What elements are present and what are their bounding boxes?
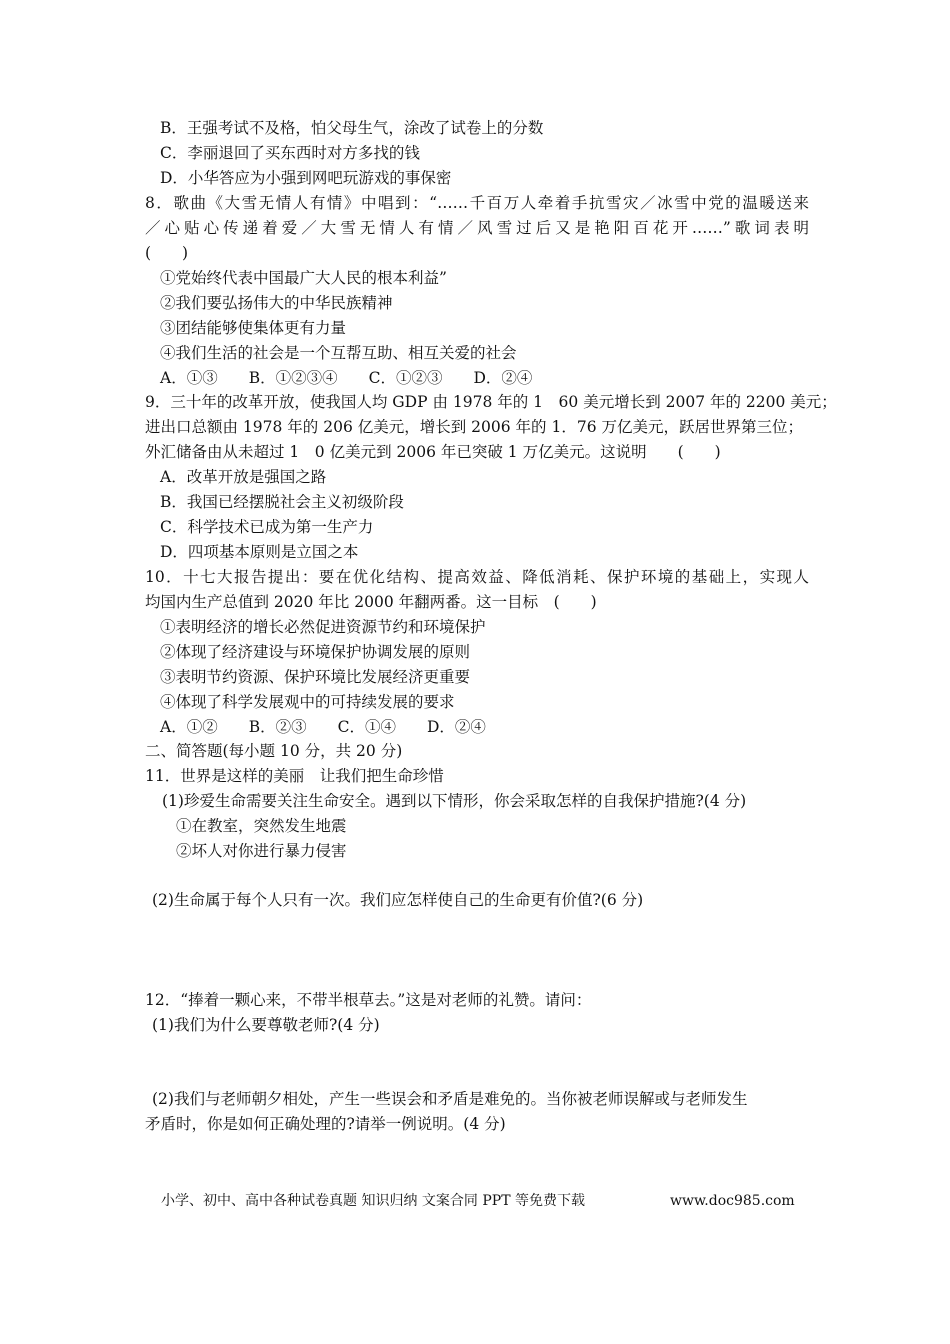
q12-part1: (1)我们为什么要尊敬老师?(4 分) bbox=[152, 1016, 380, 1034]
q11-part1-item2: ②坏人对你进行暴力侵害 bbox=[176, 842, 347, 860]
q10-item-4: ④体现了科学发展观中的可持续发展的要求 bbox=[160, 693, 455, 711]
q10-item-1: ①表明经济的增长必然促进资源节约和环境保护 bbox=[160, 618, 486, 636]
q11-part1: (1)珍爱生命需要关注生命安全。遇到以下情形，你会采取怎样的自我保护措施?(4 分) bbox=[162, 792, 747, 810]
q9-stem-line3: 外汇储备由从未超过 1 0 亿美元到 2006 年已突破 1 万亿美元。这说明 ( ) bbox=[145, 443, 721, 461]
q7-option-b: B．王强考试不及格，怕父母生气，涂改了试卷上的分数 bbox=[160, 119, 544, 137]
q12-stem: 12．“捧着一颗心来，不带半根草去。”这是对老师的礼赞。请问： bbox=[145, 991, 592, 1009]
q9-option-b: B．我国已经摆脱社会主义初级阶段 bbox=[160, 493, 404, 511]
q8-stem-line1: 8．歌曲《大雪无情人有情》中唱到：“……千百万人牵着手抗雪灾／冰雪中党的温暖送来 bbox=[145, 194, 809, 212]
q8-item-2: ②我们要弘扬伟大的中华民族精神 bbox=[160, 294, 393, 312]
q10-choices: A．①② B．②③ C．①④ D．②④ bbox=[160, 718, 486, 736]
q7-option-c: C．李丽退回了买东西时对方多找的钱 bbox=[160, 144, 420, 162]
q9-option-a: A．改革开放是强国之路 bbox=[160, 468, 327, 486]
q10-stem-line2: 均国内生产总值到 2020 年比 2000 年翻两番。这一目标 ( ) bbox=[145, 593, 597, 611]
q12-part2-line1: (2)我们与老师朝夕相处，产生一些误会和矛盾是难免的。当你被老师误解或与老师发生 bbox=[152, 1090, 748, 1108]
footer-text: 小学、初中、高中各种试卷真题 知识归纳 文案合同 PPT 等免费下载 bbox=[161, 1193, 585, 1209]
q9-stem-line2: 进出口总额由 1978 年的 206 亿美元，增长到 2006 年的 1．76 万亿美元，跃居世界第三位； bbox=[145, 418, 803, 436]
q10-item-2: ②体现了经济建设与环境保护协调发展的原则 bbox=[160, 643, 471, 661]
q11-part2: (2)生命属于每个人只有一次。我们应怎样使自己的生命更有价值?(6 分) bbox=[152, 891, 644, 909]
q9-option-c: C．科学技术已成为第一生产力 bbox=[160, 518, 374, 536]
q12-part2-line2: 矛盾时，你是如何正确处理的?请举一例说明。(4 分) bbox=[145, 1115, 506, 1133]
q8-item-1: ①党始终代表中国最广大人民的根本利益” bbox=[160, 269, 447, 287]
q8-item-4: ④我们生活的社会是一个互帮互助、相互关爱的社会 bbox=[160, 344, 517, 362]
q9-option-d: D．四项基本原则是立国之本 bbox=[160, 543, 359, 561]
q11-stem: 11．世界是这样的美丽 让我们把生命珍惜 bbox=[145, 767, 444, 785]
q8-choices: A．①③ B．①②③④ C．①②③ D．②④ bbox=[160, 369, 533, 387]
q9-stem-line1: 9．三十年的改革开放，使我国人均 GDP 由 1978 年的 1 60 美元增长到 2007 年的 2200 美元； bbox=[145, 393, 837, 411]
section2-heading: 二、简答题(每小题 10 分，共 20 分) bbox=[145, 742, 403, 760]
q8-item-3: ③团结能够使集体更有力量 bbox=[160, 319, 347, 337]
q10-item-3: ③表明节约资源、保护环境比发展经济更重要 bbox=[160, 668, 471, 686]
q10-stem-line1: 10．十七大报告提出：要在优化结构、提高效益、降低消耗、保护环境的基础上，实现人 bbox=[145, 568, 809, 586]
q11-part1-item1: ①在教室，突然发生地震 bbox=[176, 817, 347, 835]
q8-stem-line2: ／心贴心传递着爱／大雪无情人有情／风雪过后又是艳阳百花开……”歌词表明 bbox=[145, 219, 809, 237]
q7-option-d: D．小华答应为小强到网吧玩游戏的事保密 bbox=[160, 169, 452, 187]
q8-answer-bracket: ( ) bbox=[145, 244, 189, 262]
footer-url[interactable]: www.doc985.com bbox=[670, 1193, 795, 1209]
